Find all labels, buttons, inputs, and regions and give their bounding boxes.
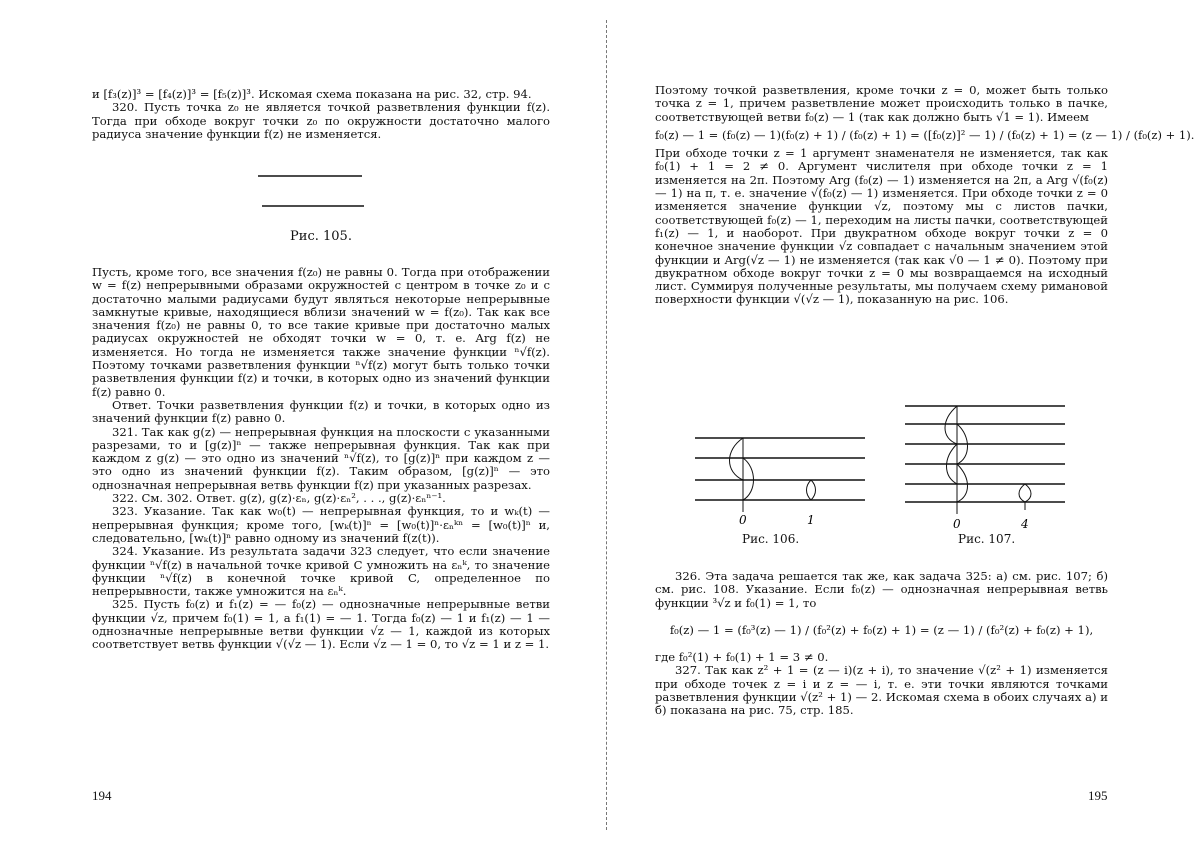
problem-321: 321. Так как g(z) — непрерывная функция на плоскости с указанными разрезами, то и [g(z)]ⁿ — также непрерывная функция. Так как при каждом z g(z) — это одно из значений ⁿ√f(z), то [g(z)]ⁿ при каждом z — это одно из значений функции f(z). Таким образом, [g(z)]ⁿ — это однозначная непрерывная ветвь функции f(z) при указанных разрезах.: [92, 424, 550, 492]
answer-320: Ответ. Точки разветвления функции f(z) и точки, в которых одно из значений функции f(z) равно 0.: [92, 397, 550, 426]
problem-326: 326. Эта задача решается так же, как задача 325: а) см. рис. 107; б) см. рис. 108. Указание. Если f₀(z) — однозначная непрерывная ветвь функции ³√z и f₀(1) = 1, то: [655, 569, 1108, 610]
fig107-branch-cut-4: [1019, 484, 1031, 510]
problem-320: 320. Пусть точка z₀ не является точкой разветвления функции f(z). Тогда при обходе вокруг точки z₀ по окружности достаточно малого радиуса значение функции f(z) не изменяется.: [92, 100, 550, 141]
left-main-text: [92, 266, 550, 652]
line-after-formula-2: где f₀²(1) + f₀(1) + 1 = 3 ≠ 0.: [655, 650, 829, 665]
paragraph-cont-325: Поэтому точкой разветвления, кроме точки z = 0, может быть только точка z = 1, причем разветвление может происходить только в пачке, соответствующей ветви f₀(z) — 1 (так как должно быть √1 = 1). Имеем: [655, 83, 1108, 124]
right-bottom-text: [655, 570, 1108, 718]
right-top-text: [655, 83, 1195, 307]
fig106-label-1: 1: [807, 513, 815, 527]
problem-324: 324. Указание. Из результата задачи 323 следует, что если значение функции ⁿ√f(z) в начальной точке кривой C умножить на εₙᵏ, то значение функции ⁿ√f(z) в конечной точке кривой C, определенное по непрерывности, также умножится на εₙᵏ.: [92, 544, 550, 599]
problem-323: 323. Указание. Так как w₀(t) — непрерывная функция, то и wₖ(t) — непрерывная функция; кроме того, [wₖ(t)]ⁿ = [w₀(t)]ⁿ·εₙᵏⁿ = [w₀(t)]ⁿ и, следовательно, [wₖ(t)]ⁿ равно одному из значений f(z(t)).: [92, 504, 550, 545]
right-page: [600, 0, 1200, 848]
fig107-branch-cut-0: [945, 406, 968, 514]
figure-107: [905, 402, 1115, 532]
fig106-branch-cut-0: [730, 438, 754, 512]
left-line-1: и [f₃(z)]³ = [f₄(z)]³ = [f₅(z)]³. Искомая схема показана на рис. 32, стр. 94.: [92, 87, 532, 101]
figure-105: [240, 170, 400, 210]
paragraph-cont-320: Пусть, кроме того, все значения f(z₀) не равны 0. Тогда при отображении w = f(z) непрерывными образами окружностей с центром в точке z₀ и с достаточно малыми радиусами будут являться некоторые непрерывные замкнутые кривые, находящиеся вблизи значений w = f(z₀). Так как все значения f(z₀) не равны 0, то все такие кривые при достаточно малых радиусах окружностей не обходят точки w = 0, т. е. Arg f(z) не изменяется. Но тогда не изменяется также значение функции ⁿ√f(z). Поэтому точками разветвления функции ⁿ√f(z) могут быть только точки разветвления функции f(z) и точки, в которых одно из значений функции f(z) равно 0.: [92, 265, 550, 399]
figure-106: [695, 420, 905, 530]
page-number-right: 195: [1088, 788, 1108, 803]
formula-2: f₀(z) — 1 = (f₀³(z) — 1) / (f₀²(z) + f₀(z) + 1) = (z — 1) / (f₀²(z) + f₀(z) + 1),: [669, 622, 1094, 637]
formula-1: f₀(z) — 1 = (f₀(z) — 1)(f₀(z) + 1) / (f₀(z) + 1) = ([f₀(z)]² — 1) / (f₀(z) + 1) = (z — 1) / (f₀(z) + 1).: [655, 127, 1195, 142]
problem-327: 327. Так как z² + 1 = (z — i)(z + i), то значение √(z² + 1) изменяется при обходе точек z = i и z = — i, т. е. эти точки являются точками разветвления функции √(z² + 1) — 2. Искомая схема в обоих случаях а) и б) показана на рис. 75, стр. 185.: [655, 663, 1108, 718]
page-number-left: 194: [92, 788, 112, 803]
fig106-branch-cut-1: [807, 480, 816, 500]
problem-325: 325. Пусть f₀(z) и f₁(z) = — f₀(z) — однозначные непрерывные ветви функции √z, причем f₀(1) = 1, а f₁(1) = — 1. Тогда f₀(z) — 1 и f₁(z) — 1 — однозначные непрерывные ветви функции √z — 1, каждой из которых соответствует ветвь функции √(√z — 1). Если √z — 1 = 0, то √z = 1 и z = 1.: [92, 597, 550, 652]
fig106-label-0: 0: [739, 513, 747, 527]
problem-322: 322. См. 302. Ответ. g(z), g(z)·εₙ, g(z)·εₙ², . . ., g(z)·εₙⁿ⁻¹.: [112, 491, 446, 506]
fig107-label-4: 4: [1021, 517, 1029, 531]
paragraph-branching: При обходе точки z = 1 аргумент знаменателя не изменяется, так как f₀(1) + 1 = 2 ≠ 0. Аргумент числителя при обходе точки z = 1 изменяется на 2π. Поэтому Arg (f₀(z) — 1) изменяется на 2π, а Arg √(f₀(z) — 1) на π, т. е. значение √(f₀(z) — 1) изменяется. При обходе точки z = 0 изменяется значение функции √z, поэтому мы с листов пачки, соответствующей f₀(z) — 1, переходим на листы пачки, соответствующей f₁(z) — 1, и наоборот. При двукратном обходе вокруг точки z = 0 конечное значение функции √z совпадает с начальным значением этой функции и Arg(√z — 1) не изменяется (так как √0 — 1 ≠ 0). Поэтому при двукратном обходе вокруг точки z = 0 мы возвращаемся на исходный лист. Суммируя полученные результаты, мы получаем схему римановой поверхности функции √(√z — 1), показанную на рис. 106.: [655, 146, 1108, 307]
figure-105-caption: Рис. 105.: [290, 229, 352, 244]
figure-107-caption: Рис. 107.: [958, 532, 1016, 546]
fig107-label-0: 0: [953, 517, 961, 531]
figure-106-caption: Рис. 106.: [742, 532, 800, 546]
